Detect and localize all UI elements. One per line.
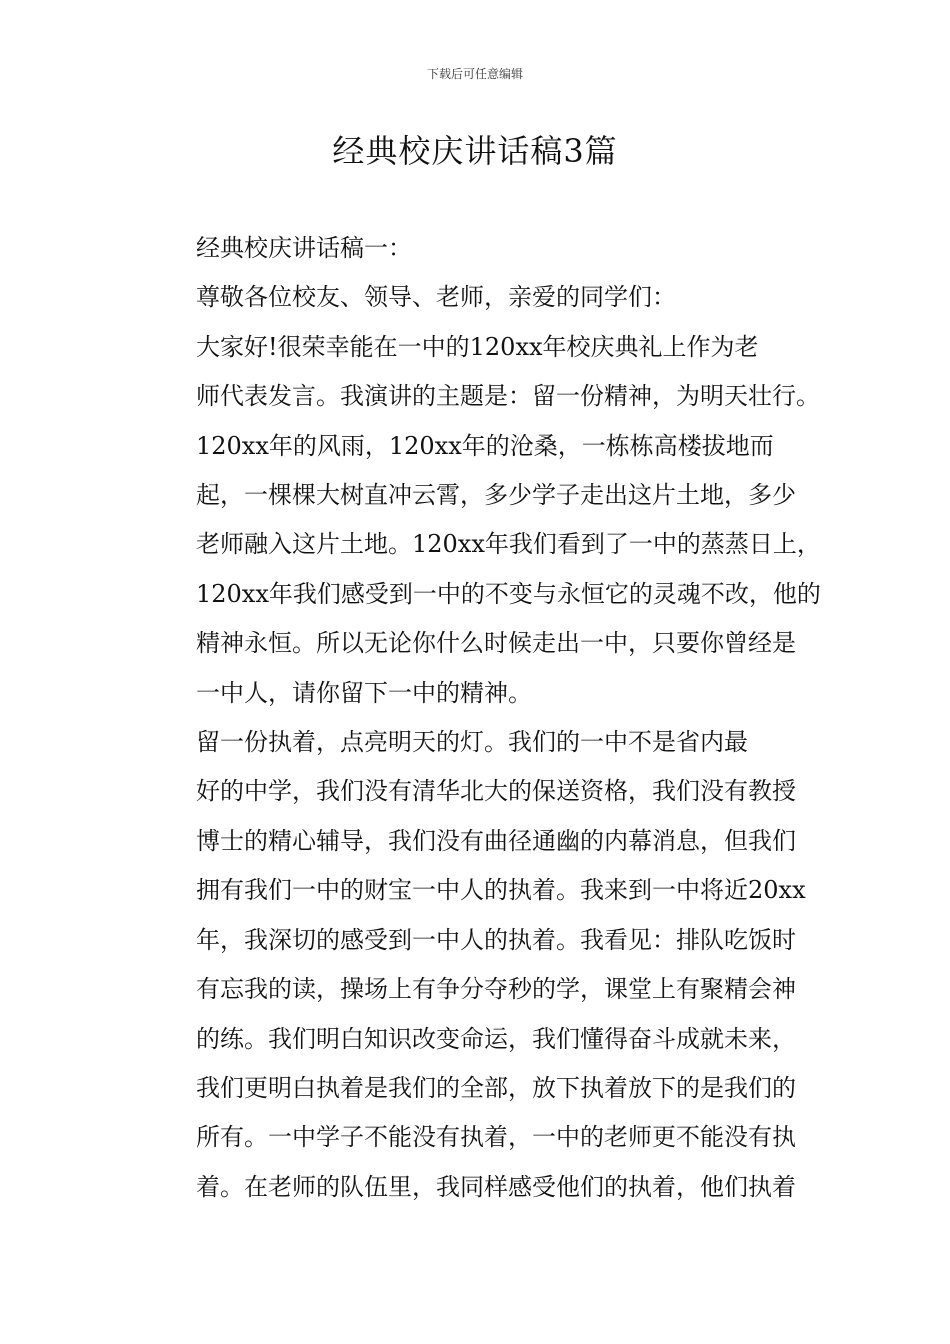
- text-line: 的练。我们明白知识改变命运，我们懂得奋斗成就未来，: [196, 1024, 796, 1053]
- header-note: 下载后可任意编辑: [426, 67, 523, 81]
- text-line: 起，一棵棵大树直冲云霄，多少学子走出这片土地，多少: [196, 481, 796, 510]
- document-title: 经典校庆讲话稿3篇: [332, 132, 618, 170]
- text-line: 一中人，请你留下一中的精神。: [196, 678, 532, 707]
- text-line: 尊敬各位校友、领导、老师，亲爱的同学们：: [196, 283, 676, 312]
- text-line: 博士的精心辅导，我们没有曲径通幽的内幕消息，但我们: [196, 826, 796, 855]
- text-line: 年，我深切的感受到一中人的执着。我看见：排队吃饭时: [196, 925, 796, 954]
- paragraph-greeting-heading: [146, 224, 812, 273]
- paragraph-introduction: [146, 323, 820, 422]
- text-line: 留一份执着，点亮明天的灯。我们的一中不是省内最: [196, 728, 748, 757]
- paragraph-salutation: [146, 273, 812, 322]
- text-line: 120xx年的风雨，120xx年的沧桑，一栋栋高楼拔地而: [196, 431, 774, 460]
- text-line: 拥有我们一中的财宝一中人的执着。我来到一中将近20xx: [196, 876, 806, 905]
- text-line: 老师融入这片土地。120xx年我们看到了一中的蒸蒸日上，: [196, 530, 821, 559]
- text-line: 精神永恒。所以无论你什么时候走出一中，只要你曾经是: [196, 629, 796, 658]
- text-line: 师代表发言。我演讲的主题是：留一份精神，为明天壮行。: [196, 382, 820, 411]
- text-line: 好的中学，我们没有清华北大的保送资格，我们没有教授: [196, 777, 796, 806]
- text-line: 有忘我的读，操场上有争分夺秒的学，课堂上有聚精会神: [196, 975, 796, 1004]
- text-line: 所有。一中学子不能没有执着，一中的老师更不能没有执: [196, 1123, 796, 1152]
- document-body: [146, 224, 821, 1212]
- text-line: 经典校庆讲话稿一：: [196, 234, 412, 262]
- text-line: 我们更明白执着是我们的全部，放下执着放下的是我们的: [196, 1073, 796, 1102]
- text-line: 120xx年我们感受到一中的不变与永恒它的灵魂不改，他的: [196, 579, 821, 608]
- paragraph-persistence: [146, 718, 812, 1212]
- text-line: 大家好!很荣幸能在一中的120xx年校庆典礼上作为老: [196, 332, 759, 361]
- paragraph-history: [146, 422, 821, 718]
- text-line: 着。在老师的队伍里，我同样感受他们的执着，他们执着: [196, 1172, 796, 1201]
